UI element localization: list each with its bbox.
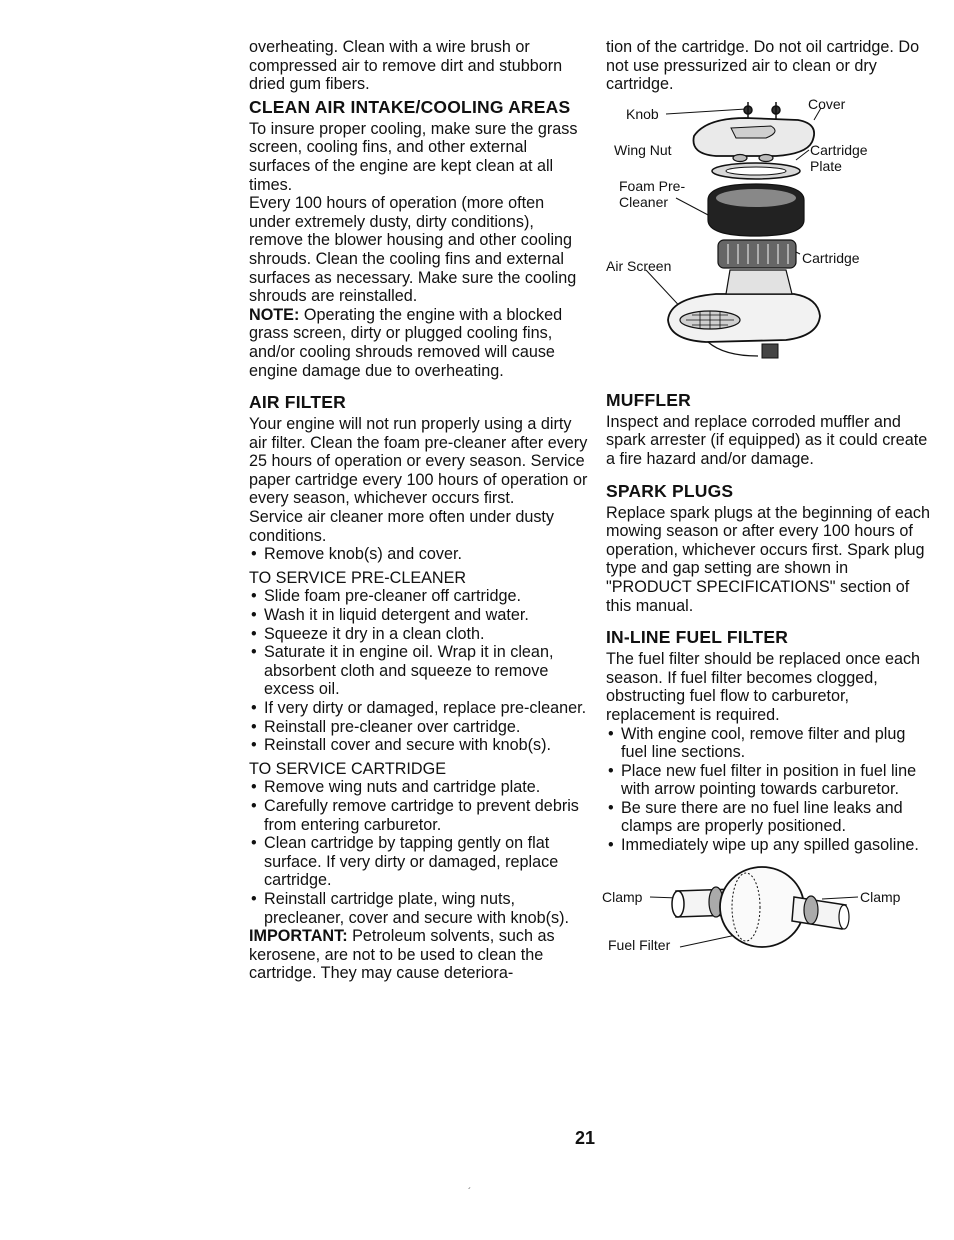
clean-air-note <box>249 306 589 380</box>
important-note <box>249 927 589 983</box>
knob-label: Knob <box>626 105 659 122</box>
list-item: • Remove knob(s) and cover. <box>249 545 589 564</box>
clean-air-paragraph-1: To insure proper cooling, make sure the grass screen, cooling fins, and other external surfaces of the engine are kept clean at all times. <box>249 119 578 194</box>
list-item: • Place new fuel filter in position in fuel line with arrow pointing towards carburetor. <box>606 762 931 799</box>
stray-mark: ´ <box>468 1187 472 1198</box>
list-item: • With engine cool, remove filter and plug fuel line sections. <box>606 725 931 762</box>
clean-air-heading: CLEAN AIR INTAKE/COOLING AREAS <box>249 96 571 117</box>
list-item: • Be sure there are no fuel line leaks and clamps are properly positioned. <box>606 799 931 836</box>
muffler-paragraph: Inspect and replace corroded muffler and spark arrester (if equipped) as it could create a fire hazard and/or damage. <box>606 412 928 468</box>
fuel-filter-paragraph: The fuel filter should be replaced once each season. If fuel filter becomes clogged, obstructing fuel flow to carburetor, replacement is required. <box>606 650 921 724</box>
list-item: • Carefully remove cartridge to prevent debris from entering carburetor. <box>249 797 589 834</box>
list-item: • Reinstall cartridge plate, wing nuts, precleaner, cover and secure with knob(s). <box>249 890 589 927</box>
list-item: • Clean cartridge by tapping gently on flat surface. If very dirty or damaged, replace cartridge. <box>249 834 589 890</box>
muffler-heading: MUFFLER <box>606 389 691 410</box>
right-column <box>602 38 931 972</box>
list-item: • If very dirty or damaged, replace pre-cleaner. <box>249 699 589 718</box>
list-item: • Immediately wipe up any spilled gasoline. <box>606 836 931 855</box>
air-filter-drawing <box>606 95 931 378</box>
list-item: • Slide foam pre-cleaner off cartridge. <box>249 587 589 606</box>
important-label: IMPORTANT: <box>249 927 348 946</box>
cartridge-subheading: TO SERVICE CARTRIDGE <box>249 759 446 778</box>
note-text: Operating the engine with a blocked grass screen, dirty or plugged cooling fins, and/or cooling shrouds removed will cause engine damage due to overheating. <box>249 305 563 380</box>
cartridge-plate-label: Cartridge Plate <box>810 141 868 174</box>
list-item: • Reinstall cover and secure with knob(s). <box>249 736 589 755</box>
pre-cleaner-subheading: TO SERVICE PRE-CLEANER <box>249 568 467 587</box>
clamp-left-label: Clamp <box>602 888 643 905</box>
air-filter-diagram <box>606 95 931 378</box>
note-label: NOTE: <box>249 305 300 324</box>
air-filter-paragraph-2: Service air cleaner more often under dusty conditions. <box>249 508 555 545</box>
air-filter-bullets-1 <box>249 545 589 564</box>
pre-cleaner-bullets <box>249 587 589 754</box>
intro-text: overheating. Clean with a wire brush or compressed air to remove dirt and stubborn dried gum fibers. <box>249 38 563 94</box>
air-screen-label: Air Screen <box>606 257 672 274</box>
list-item: • Reinstall pre-cleaner over cartridge. <box>249 718 589 737</box>
air-filter-heading: AIR FILTER <box>249 392 346 413</box>
list-item: • Squeeze it dry in a clean cloth. <box>249 625 589 644</box>
fuel-filter-heading: IN-LINE FUEL FILTER <box>606 627 789 648</box>
list-item: • Remove wing nuts and cartridge plate. <box>249 778 589 797</box>
page-number: 21 <box>575 1128 596 1148</box>
list-item: • Saturate it in engine oil. Wrap it in clean, absorbent cloth and squeeze to remove excess oil. <box>249 643 589 699</box>
fuel-filter-label: Fuel Filter <box>608 936 671 953</box>
fuel-filter-bullets <box>606 725 931 855</box>
list-item: • Wash it in liquid detergent and water. <box>249 606 589 625</box>
fuel-filter-diagram <box>602 877 931 972</box>
air-filter-paragraph-1: Your engine will not run properly using a dirty air filter. Clean the foam pre-cleaner after every 25 hours of operation or every season. Service paper cartridge every 100 hours of operation or every season, whichever occurs first. <box>249 415 588 508</box>
continuation-text: tion of the cartridge. Do not oil cartridge. Do not use pressurized air to clean or dry cartridge. <box>606 38 920 94</box>
important-text: Petroleum solvents, such as kerosene, are not to be used to clean the cartridge. They may cause deteriora- <box>249 927 555 983</box>
cover-label: Cover <box>808 95 846 112</box>
foam-pre-cleaner-label: Foam Pre- Cleaner <box>619 177 686 210</box>
wing-nut-label: Wing Nut <box>614 141 672 158</box>
cartridge-bullets <box>249 778 589 927</box>
spark-plugs-heading: SPARK PLUGS <box>606 480 734 501</box>
spark-plugs-paragraph: Replace spark plugs at the beginning of each mowing season or after every 100 hours of operation, whichever occurs first. Spark plug type and gap setting are shown in "PRODUCT SPECIFICATIONS" section of this manual. <box>606 503 930 615</box>
left-column <box>249 38 589 983</box>
clamp-right-label: Clamp <box>860 888 901 905</box>
cartridge-label: Cartridge <box>802 249 860 266</box>
clean-air-paragraph-2: Every 100 hours of operation (more often under extremely dusty, dirty conditions), remove the blower housing and other cooling shrouds. Clean the cooling fins and external surfaces as necessary. Make sure the cooling shrouds are reinstalled. <box>249 194 577 306</box>
